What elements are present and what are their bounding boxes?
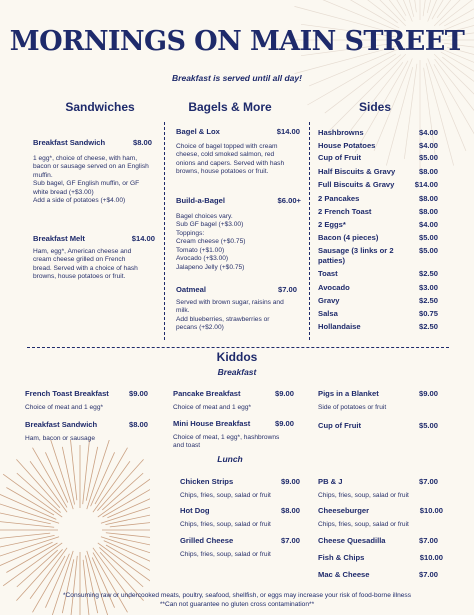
side-item-name: 2 Eggs* — [318, 220, 346, 229]
side-item-price: $14.00 — [414, 180, 438, 189]
side-item-price: $2.50 — [418, 322, 438, 331]
subtitle: Breakfast is served until all day! — [172, 73, 302, 83]
menu-item-name: Pigs in a Blanket — [318, 389, 379, 398]
sides-row — [318, 296, 438, 308]
sunburst-ray — [0, 504, 59, 523]
sunburst-decoration — [0, 440, 150, 615]
side-item-price: $3.00 — [418, 283, 438, 292]
menu-item-name: Breakfast Sandwich — [25, 420, 98, 429]
sunburst-top-ray — [374, 0, 412, 22]
side-item-name: Half Biscuits & Gravy — [318, 167, 396, 176]
sunburst-ray — [70, 440, 77, 500]
menu-item-description: 1 egg*, choice of cheese, with ham, bacon or sausage served on an English muffin. Sub bagel, GF English muffin, or GF white bread (+$3.00) Add a side of potatoes (+$4.00) — [33, 155, 149, 205]
menu-item-name: Chicken Strips — [180, 477, 234, 486]
menu-item-name: Grilled Cheese — [180, 536, 234, 545]
menu-item-description: Chips, fries, soup, salad or fruit — [180, 521, 271, 528]
sunburst-ray — [0, 521, 54, 527]
kiddos-breakfast-heading: Breakfast — [217, 367, 257, 377]
sunburst-ray — [6, 543, 57, 573]
menu-item-price: $9.00 — [274, 389, 294, 398]
menu-item-price: $7.00 — [277, 285, 297, 294]
menu-item-name: Cheeseburger — [318, 506, 370, 515]
menu-item-description: Chips, fries, soup, salad or fruit — [180, 492, 271, 499]
sides-heading: Sides — [358, 100, 391, 114]
side-item-name: Salsa — [318, 309, 338, 318]
menu-item-description: Choice of meat and 1 egg* — [173, 404, 252, 411]
sunburst-ray — [3, 543, 62, 586]
kiddos-lunch-heading: Lunch — [217, 454, 243, 464]
sides-row — [318, 167, 438, 179]
footer-disclaimer: *Consuming raw or undercooked meats, poultry, seafood, shellfish, or eggs may increase your risk of food-borne illness — [62, 592, 412, 599]
sunburst-ray — [0, 537, 59, 556]
sides-row — [318, 283, 438, 295]
menu-item-price: $6.00+ — [277, 196, 301, 205]
menu-item-description: Bagel choices vary. Sub GF bagel (+$3.00) Toppings: Cream cheese (+$0.75) Tomato (+$1.00) Avocado (+$3.00) Jalapeno Jelly (+$0.75) — [176, 213, 246, 271]
sunburst-ray — [83, 440, 90, 504]
side-item-name: Avocado — [318, 283, 350, 292]
menu-item-name: Oatmeal — [176, 285, 206, 294]
sunburst-ray — [33, 448, 68, 508]
sides-row — [318, 246, 438, 265]
menu-item-description: Chips, fries, soup, salad or fruit — [180, 551, 271, 558]
side-item-price: $2.50 — [418, 269, 438, 278]
sunburst-top-ray — [355, 0, 406, 16]
sunburst-ray — [105, 510, 150, 524]
sunburst-ray — [3, 474, 62, 517]
side-item-price: $2.50 — [418, 296, 438, 305]
sunburst-top-ray — [427, 0, 453, 13]
side-item-name: Bacon (4 pieces) — [318, 233, 379, 242]
page-title: MORNINGS ON MAIN STREET — [9, 26, 465, 57]
sides-row — [318, 233, 438, 245]
menu-item-name: Mini House Breakfast — [173, 419, 251, 428]
menu-item-description: Ham, egg*, American cheese and cream cheese grilled on French bread. Served with a choice of hash browns, house potatoes or fruit. — [33, 248, 138, 281]
menu-item-price: $9.00 — [280, 477, 300, 486]
menu-item-price: $9.00 — [128, 389, 148, 398]
menu-item-name: Mac & Cheese — [318, 570, 370, 579]
side-item-name: Hashbrowns — [318, 128, 364, 137]
sunburst-top-ray — [328, 0, 406, 26]
sunburst-ray — [6, 488, 54, 516]
side-item-name: Cup of Fruit — [318, 153, 362, 162]
sunburst-top-ray — [307, 0, 399, 28]
sunburst-top-ray — [434, 0, 474, 26]
side-item-name: House Potatoes — [318, 141, 376, 150]
menu-item-price: $9.00 — [274, 419, 294, 428]
sides-row — [318, 309, 438, 321]
menu-item-name: Breakfast Sandwich — [33, 138, 106, 147]
sides-row — [318, 269, 438, 281]
menu-item-name: Breakfast Melt — [33, 234, 85, 243]
menu-item-name: PB & J — [318, 477, 343, 486]
side-item-price: $5.00 — [418, 246, 438, 255]
side-item-name-cont: patties) — [318, 256, 346, 265]
menu-item-price: $8.00 — [132, 138, 152, 147]
menu-item-name: Build-a-Bagel — [176, 196, 225, 205]
sunburst-top-ray — [325, 0, 398, 23]
sandwiches-heading: Sandwiches — [65, 100, 135, 114]
side-item-price: $0.75 — [418, 309, 438, 318]
sides-row — [318, 322, 438, 334]
section-divider — [27, 347, 449, 348]
menu-item-price: $10.00 — [419, 553, 443, 562]
sunburst-ray — [0, 491, 56, 519]
sunburst-ray — [62, 447, 74, 505]
menu-item-price: $8.00 — [280, 506, 300, 515]
sides-row — [318, 153, 438, 165]
footer-gluten-note: **Can not guarantee no gluten cross contamination** — [159, 601, 315, 608]
sunburst-top-ray — [428, 0, 466, 22]
bagels-heading: Bagels & More — [188, 100, 272, 114]
menu-item-description: Ham, bacon or sausage — [25, 435, 96, 442]
sunburst-top-ray — [444, 0, 474, 26]
sides-row — [318, 207, 438, 219]
menu-item-name: Cheese Quesadilla — [318, 536, 386, 545]
menu-item-description: Chips, fries, soup, salad or fruit — [318, 492, 409, 499]
side-item-name: Toast — [318, 269, 338, 278]
menu-item-price: $7.00 — [418, 570, 438, 579]
side-item-price: $4.00 — [418, 141, 438, 150]
menu-item-description: Side of potatoes or fruit — [318, 404, 387, 411]
menu-item-price: $14.00 — [131, 234, 155, 243]
menu-item-name: Pancake Breakfast — [173, 389, 241, 398]
menu-item-description: Served with brown sugar, raisins and milk. Add blueberries, strawberries or pecans (+$2.00) — [176, 299, 284, 332]
menu-item-name: Fish & Chips — [318, 553, 365, 562]
sides-row — [318, 128, 438, 140]
sunburst-ray — [106, 533, 150, 539]
side-item-name: 2 French Toast — [318, 207, 372, 216]
column-divider-right — [309, 122, 310, 340]
sunburst-ray — [17, 473, 61, 512]
side-item-price: $8.00 — [418, 207, 438, 216]
sunburst-ray — [106, 545, 150, 573]
menu-item-price: $5.00 — [418, 421, 438, 430]
menu-item-price: $8.00 — [128, 420, 148, 429]
menu-item-price: $10.00 — [419, 506, 443, 515]
sides-row — [318, 220, 438, 232]
menu-item-price: $7.00 — [418, 477, 438, 486]
sides-row — [318, 194, 438, 206]
menu-item-description: Chips, fries, soup, salad or fruit — [318, 521, 409, 528]
side-item-name: Hollandaise — [318, 322, 361, 331]
sunburst-top-ray — [423, 0, 436, 16]
side-item-name: 2 Pancakes — [318, 194, 360, 203]
menu-item-name: Bagel & Lox — [176, 127, 220, 136]
menu-item-description: Choice of bagel topped with cream cheese, cold smoked salmon, red onions and capers. Served with hash browns, house potatoes or fruit. — [176, 143, 285, 176]
kiddos-heading: Kiddos — [216, 350, 258, 364]
menu-item-name: French Toast Breakfast — [25, 389, 109, 398]
side-item-name: Full Biscuits & Gravy — [318, 180, 395, 189]
menu-item-name: Hot Dog — [180, 506, 210, 515]
menu-item-name: Cup of Fruit — [318, 421, 362, 430]
sides-row — [318, 180, 438, 192]
menu-item-description: Choice of meat, 1 egg*, hashbrowns and toast — [173, 434, 280, 450]
sunburst-ray — [97, 459, 143, 510]
side-item-price: $8.00 — [418, 167, 438, 176]
side-item-price: $5.00 — [418, 153, 438, 162]
side-item-price: $4.00 — [418, 220, 438, 229]
menu-item-price: $7.00 — [280, 536, 300, 545]
side-item-name: Sausage (3 links or 2 — [318, 246, 394, 255]
sunburst-ray — [109, 536, 150, 550]
menu-item-description: Choice of meat and 1 egg* — [25, 404, 104, 411]
menu-item-price: $9.00 — [418, 389, 438, 398]
sides-row — [318, 141, 438, 153]
side-item-price: $8.00 — [418, 194, 438, 203]
sunburst-ray — [99, 547, 143, 586]
menu-item-price: $14.00 — [276, 127, 300, 136]
column-divider-left — [164, 122, 165, 340]
sunburst-top-ray — [328, 54, 406, 132]
menu-item-price: $7.00 — [418, 536, 438, 545]
side-item-name: Gravy — [318, 296, 340, 305]
side-item-price: $4.00 — [418, 128, 438, 137]
side-item-price: $5.00 — [418, 233, 438, 242]
